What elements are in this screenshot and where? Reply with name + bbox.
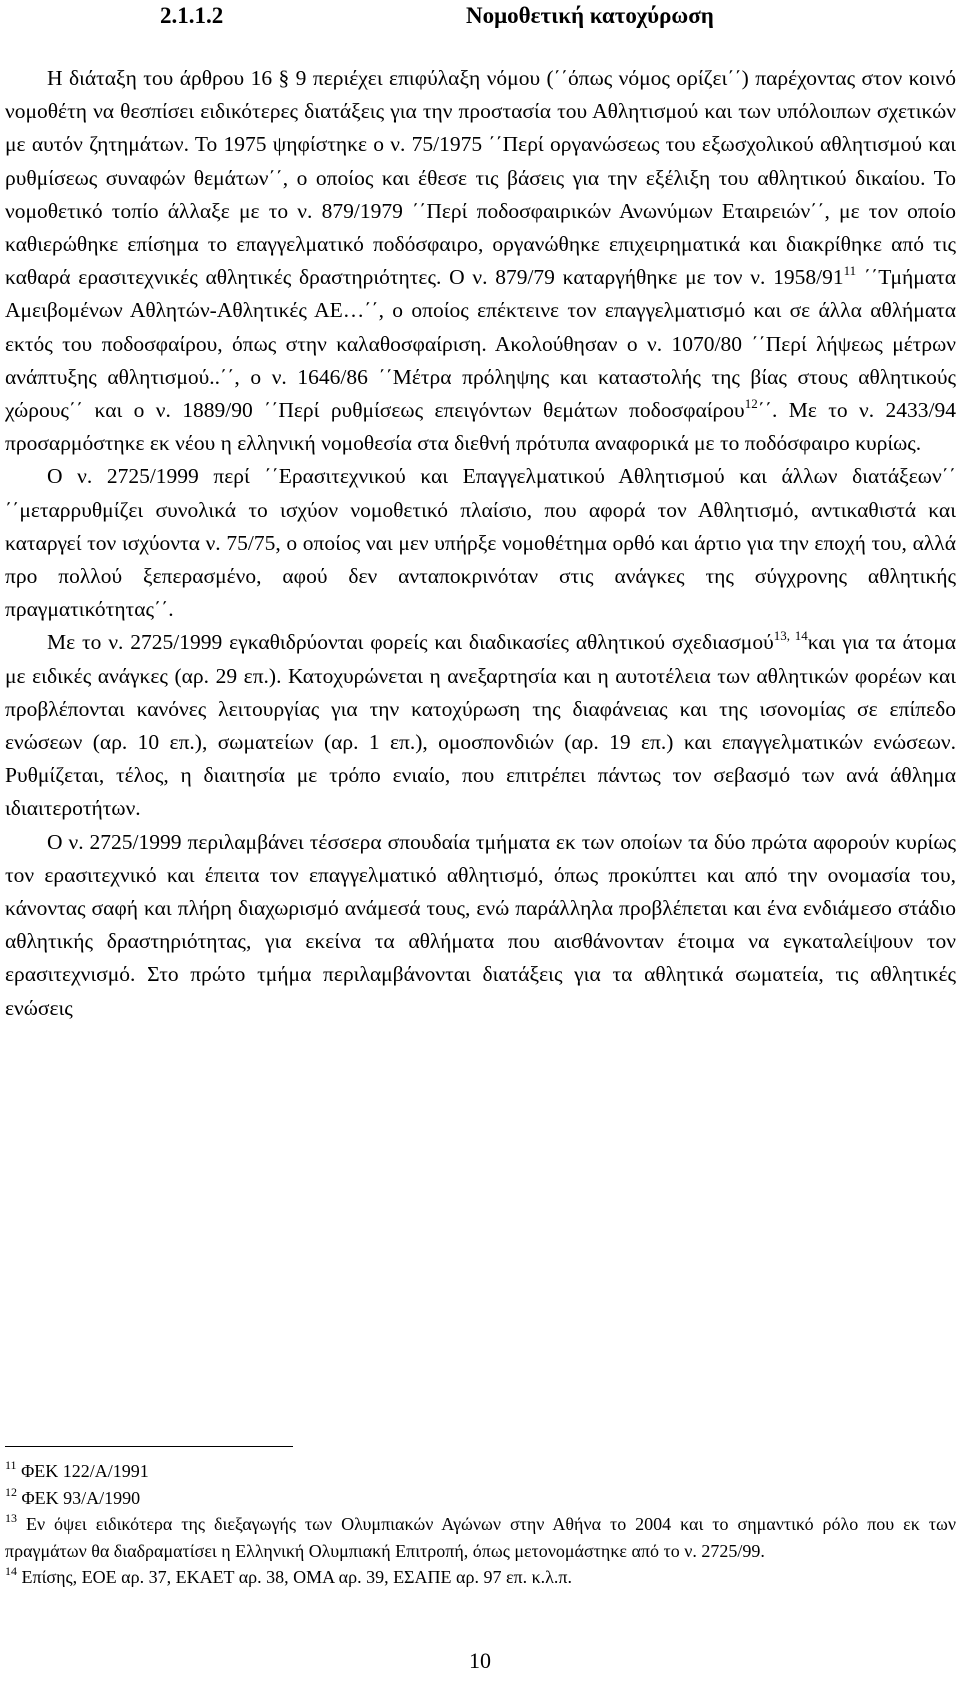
section-number: 2.1.1.2: [160, 3, 224, 28]
body-text: [5, 62, 956, 1025]
footnote-text: Επίσης, ΕΟΕ αρ. 37, ΕΚΑΕΤ αρ. 38, ΟΜΑ αρ. 39, ΕΣΑΠΕ αρ. 97 επ. κ.λ.π.: [17, 1567, 572, 1587]
footnote-ref-13: 13: [773, 628, 787, 644]
paragraph-2: Ο ν. 2725/1999 περί ΄΄Ερασιτεχνικού και Επαγγελματικού Αθλητισμού και άλλων διατάξεων΄΄ ΄΄μεταρρυθμίζει συνολικά το ισχύον νομοθετικό πλαίσιο, που αφορά τον Αθλητισμό, αντικαθιστά και καταργεί τον ισχύοντα ν. 75/75, ο οποίος ναι μεν υπήρξε νομοθέτημα ορθό και άρτιο για την εποχή του, αλλά προ πολλού ξεπερασμένο, αφού δεν ανταποκρινόταν στις ανάγκες της σύγχρονης αθλητικής πραγματικότητας΄΄.: [5, 464, 956, 622]
footnote-number: 13: [5, 1511, 17, 1525]
paragraph-3-text-a: Με το ν. 2725/1999 εγκαθιδρύονται φορείς και διαδικασίες αθλητικού σχεδιασμού: [47, 630, 774, 655]
section-heading: [0, 0, 960, 32]
footnote-number: 12: [5, 1484, 17, 1499]
page-number: 10: [469, 1648, 491, 1673]
paragraph-1-text-a: Η διάταξη του άρθρου 16 § 9 περιέχει επιφύλαξη νόμου (΄΄όπως νόμος ορίζει΄΄) παρέχοντας στον κοινό νομοθέτη να θεσπίσει ειδικότερες διατάξεις για την προστασία του Αθλητισμού και των υπόλοιπων σχετικών με αυτόν ζητημάτων. Το 1975 ψηφίστηκε ο ν. 75/1975 ΄΄Περί οργανώσεως του εξωσχολικού αθλητισμού και ρυθμίσεως συναφών θεμάτων΄΄, ο οποίος και έθεσε τις βάσεις για την εξέλιξη του αθλητικού δικαίου. Το νομοθετικό τοπίο άλλαξε με το ν. 879/1979 ΄΄Περί ποδοσφαιρικών Ανωνύμων Εταιρειών΄΄, με τον οποίο καθιερώθηκε επίσημα το επαγγελματικό ποδόσφαιρο, οργανώθηκε επιχειρηματικά και διακρίθηκε από τις καθαρά ερασιτεχνικές αθλητικές δραστηριότητες. Ο ν. 879/79 καταργήθηκε με τον ν. 1958/91: [5, 66, 956, 290]
footnote-ref-12: 12: [744, 396, 758, 412]
footnote-ref-14: 14: [794, 628, 808, 644]
footnotes: [5, 1458, 956, 1591]
footnote-ref-11: 11: [843, 263, 857, 279]
footnote-number: 11: [5, 1458, 17, 1472]
footnote-text: ΦΕΚ 93/Α/1990: [17, 1487, 141, 1508]
footnote-text: ΦΕΚ 122/Α/1991: [16, 1461, 149, 1481]
paragraph-1-text-c: ΄΄. Με το ν. 2433/94 προσαρμόστηκε εκ νέου η ελληνική νομοθεσία στα διεθνή πρότυπα αναφορικά με το ποδόσφαιρο κυρίως.: [5, 398, 956, 456]
paragraph-3-text-b: και για τα άτομα με ειδικές ανάγκες (αρ. 29 επ.). Κατοχυρώνεται η ανεξαρτησία και η αυτοτέλεια των αθλητικών φορέων και προβλέπονται κανόνες λειτουργίας για την κατοχύρωση της διαφάνειας και της ισονομίας σε επίπεδο ενώσεων (αρ. 10 επ.), σωματείων (αρ. 1 επ.), ομοσπονδιών (αρ. 19 επ.) και επαγγελματικών ενώσεων. Ρυθμίζεται, τέλος, η διαιτησία με τρόπο ενιαίο, που επιτρέπει πάντως τον σεβασμό των ανά άθλημα ιδιαιτεροτήτων.: [5, 630, 956, 821]
footnote-11: [5, 1458, 956, 1485]
footnote-12: [5, 1485, 956, 1512]
footnote-separator: [5, 1446, 293, 1447]
paragraph-1: [5, 62, 956, 460]
paragraph-4: Ο ν. 2725/1999 περιλαμβάνει τέσσερα σπουδαία τμήματα εκ των οποίων τα δύο πρώτα αφορούν κυρίως τον ερασιτεχνικό και έπειτα τον επαγγελματικό αθλητισμό, όπως προκύπτει και από την ονομασία του, κάνοντας σαφή και πλήρη διαχωρισμό ανάμεσά τους, ενώ παράλληλα προβλέπεται και ένα ενδιάμεσο στάδιο αθλητικής δραστηριότητας, για εκείνα τα αθλήματα που αισθάνονταν έτοιμα να εγκαταλείψουν τον ερασιτεχνισμό. Στο πρώτο τμήμα περιλαμβάνονται διατάξεις για τα αθλητικά σωματεία, τις αθλητικές ενώσεις: [5, 829, 956, 1020]
footnote-13: [5, 1511, 956, 1564]
footnote-ref-separator: ,: [786, 628, 795, 644]
paragraph-1-text-b: ΄΄Τμήματα Αμειβομένων Αθλητών-Αθλητικές ΑΕ…΄΄, ο οποίος επέκτεινε τον επαγγελματισμό και σε άλλα αθλήματα εκτός του ποδοσφαίρου, όπως στην καλαθοσφαίριση. Ακολούθησαν ο ν. 1070/80 ΄΄Περί λήψεως μέτρων ανάπτυξης αθλητισμού..΄΄, ο ν. 1646/86 ΄΄Μέτρα πρόληψης και καταστολής της βίας στους αθλητικούς χώρους΄΄ και ο ν. 1889/90 ΄΄Περί ρυθμίσεως επειγόντων θεμάτων ποδοσφαίρου: [5, 265, 956, 423]
footnote-text: Εν όψει ειδικότερα της διεξαγωγής των Ολυμπιακών Αγώνων στην Αθήνα το 2004 και το σημαντικό ρόλο που εκ των πραγμάτων θα διαδραματίσει η Ελληνική Ολυμπιακή Επιτροπή, όπως μετονομάστηκε από το ν. 2725/99.: [5, 1514, 956, 1561]
footnote-number: 14: [5, 1564, 17, 1578]
paragraph-3: [5, 626, 956, 825]
footnote-14: [5, 1564, 956, 1591]
section-title: Νομοθετική κατοχύρωση: [466, 3, 714, 28]
